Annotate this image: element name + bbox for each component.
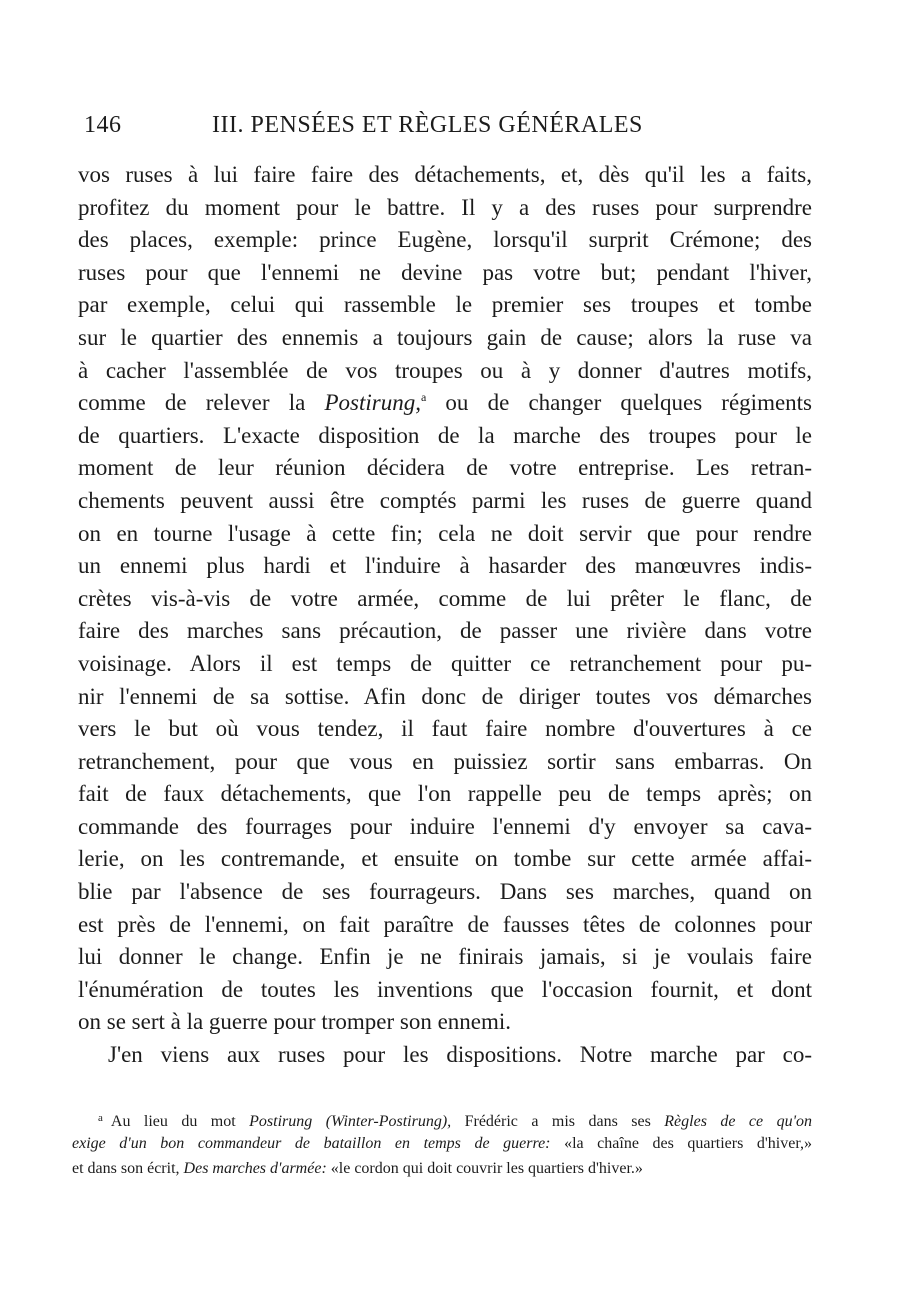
- footnote-text: «la chaîne des quartiers d'hiver,»: [550, 1135, 813, 1152]
- text-line: fait de faux détachements, que l'on rappelle peu de temps après; on: [78, 781, 812, 807]
- text-line: de quartiers. L'exacte disposition de la marche des troupes pour le: [78, 422, 812, 448]
- text-segment: comme de relever la: [78, 390, 325, 416]
- text-line: vos ruses à lui faire faire des détachements, et, dès qu'il les a faits,: [78, 162, 812, 187]
- text-line: à cacher l'assemblée de vos troupes ou à y donner d'autres motifs,: [78, 357, 812, 383]
- footnote-text: Au lieu du mot: [110, 1113, 250, 1130]
- text-line: commande des fourrages pour induire l'ennemi d'y envoyer sa cava-: [78, 813, 812, 839]
- text-line: faire des marches sans précaution, de passer une rivière dans votre: [78, 618, 812, 644]
- text-line: profitez du moment pour le battre. Il y a des ruses pour surprendre: [78, 194, 812, 220]
- text-segment: ou de changer quelques régiments: [426, 390, 813, 416]
- text-line: J'en viens aux ruses pour les dispositions. Notre marche par co-: [108, 1042, 812, 1068]
- text-line: l'énumération de toutes les inventions que l'occasion fournit, et dont: [78, 976, 812, 1002]
- text-line: par exemple, celui qui rassemble le premier ses troupes et tombe: [78, 292, 812, 318]
- footnote-text: et dans son écrit,: [72, 1160, 184, 1177]
- footnote-line: [72, 1131, 812, 1156]
- footnote-reference: a: [420, 390, 427, 405]
- text-line: ruses pour que l'ennemi ne devine pas votre but; pendant l'hiver,: [78, 259, 812, 285]
- footnote-text: «le cordon qui doit couvrir les quartiers d'hiver.»: [326, 1160, 643, 1177]
- text-line: est près de l'ennemi, on fait paraître de fausses têtes de colonnes pour: [78, 911, 812, 937]
- text-line: des places, exemple: prince Eugène, lorsqu'il surprit Crémone; des: [78, 227, 812, 253]
- footnote-italic: Des marches d'armée:: [183, 1160, 327, 1177]
- footnote-italic: Postirung (Winter-Postirung),: [249, 1113, 452, 1130]
- text-line: sur le quartier des ennemis a toujours gain de cause; alors la ruse va: [78, 324, 812, 350]
- footnote-line: [72, 1106, 812, 1131]
- text-line: chements peuvent aussi être comptés parmi les ruses de guerre quand: [78, 487, 812, 513]
- text-line: nir l'ennemi de sa sottise. Afin donc de diriger toutes vos démarches: [78, 683, 812, 709]
- text-line: retranchement, pour que vous en puissiez sortir sans embarras. On: [78, 748, 812, 774]
- page-number: 146: [84, 112, 122, 138]
- text-line: blie par l'absence de ses fourrageurs. Dans ses marches, quand on: [78, 879, 812, 905]
- text-line: un ennemi plus hardi et l'induire à hasarder des manœuvres indis-: [78, 553, 812, 579]
- text-line: lui donner le change. Enfin je ne finirais jamais, si je voulais faire: [78, 944, 812, 970]
- running-title: III. PENSÉES ET RÈGLES GÉNÉRALES: [212, 112, 643, 138]
- italic-term-postirung: Postirung,: [324, 390, 421, 416]
- footnote-mark: a: [98, 1112, 103, 1124]
- footnote: [72, 1106, 812, 1181]
- text-line: [78, 387, 812, 420]
- footnote-text: Frédéric a mis dans ses: [451, 1113, 665, 1130]
- text-line: lerie, on les contremande, et ensuite on tombe sur cette armée affai-: [78, 846, 812, 872]
- text-line: on se sert à la guerre pour tromper son ennemi.: [78, 1009, 512, 1035]
- running-header: [84, 112, 824, 139]
- text-line: voisinage. Alors il est temps de quitter ce retranchement pour pu-: [78, 650, 812, 676]
- text-line: on en tourne l'usage à cette fin; cela ne doit servir que pour rendre: [78, 520, 812, 546]
- text-line: vers le but où vous tendez, il faut faire nombre d'ouvertures à ce: [78, 716, 812, 742]
- footnote-italic: exige d'un bon commandeur de bataillon en temps de guerre:: [72, 1135, 551, 1152]
- main-text: [78, 159, 812, 1072]
- footnote-line: [72, 1156, 812, 1181]
- text-line: moment de leur réunion décidera de votre entreprise. Les retran-: [78, 455, 812, 481]
- footnote-italic: Règles de ce qu'on: [664, 1113, 813, 1130]
- text-line: crètes vis-à-vis de votre armée, comme de lui prêter le flanc, de: [78, 585, 812, 611]
